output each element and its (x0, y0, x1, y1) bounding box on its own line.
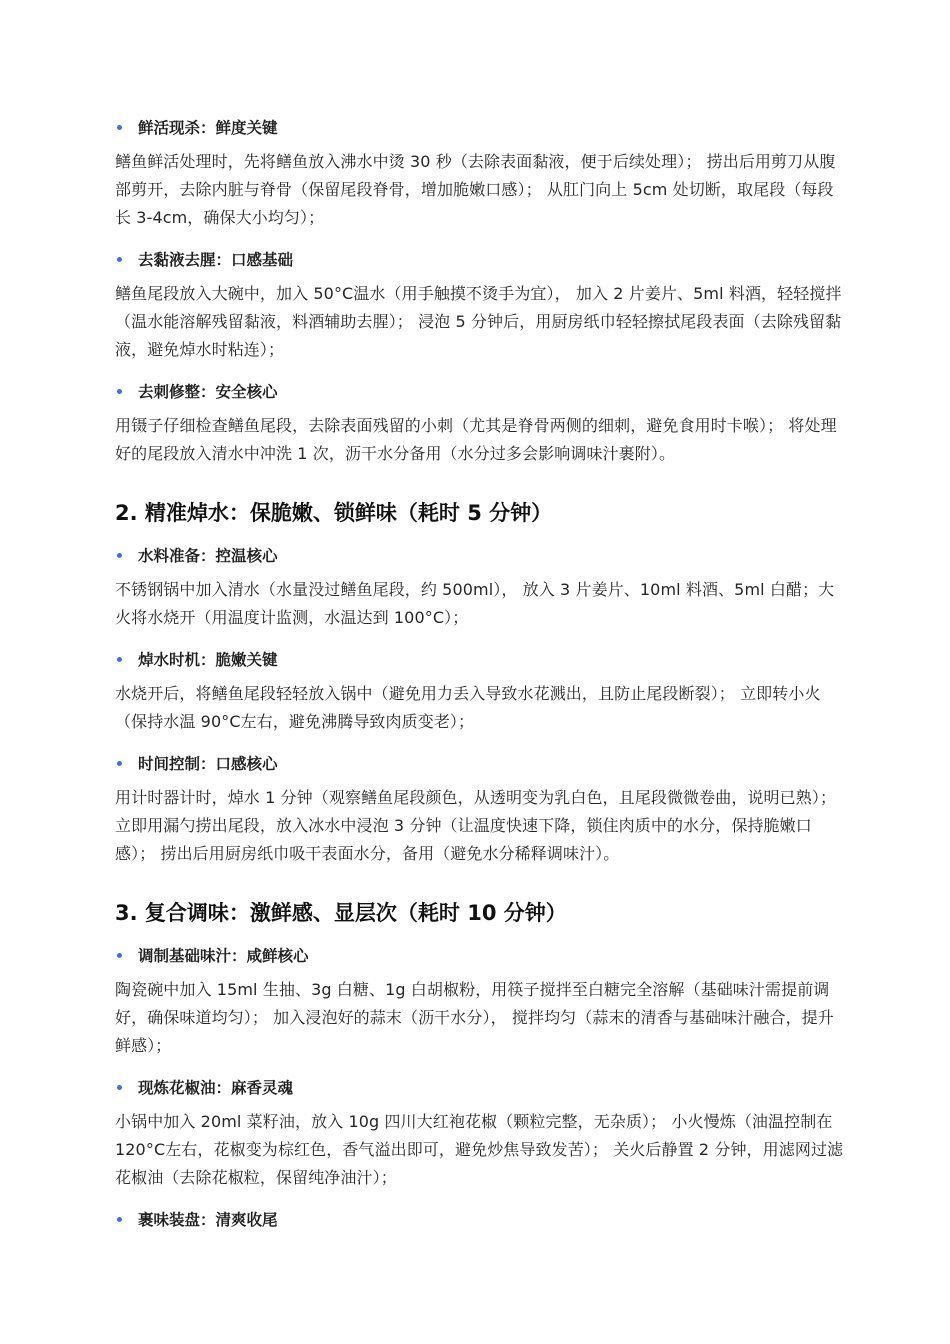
bullet-dot-icon (117, 953, 122, 958)
paragraph: 陶瓷碗中加入 15ml 生抽、3g 白糖、1g 白胡椒粉，用筷子搅拌至白糖完全溶解（基础味汁需提前调好，确保味道均匀）； 加入浸泡好的蒜末（沥干水分）， 搅拌均匀（蒜末的清香与基础味汁融合，提升鲜感）； (115, 980, 834, 1055)
paragraph: 鳝鱼尾段放入大碗中，加入 50°C温水（用手触摸不烫手为宜）， 加入 2 片姜片、5ml 料酒，轻轻搅拌（温水能溶解残留黏液，料酒辅助去腥）； 浸泡 5 分钟后，用厨房纸巾轻轻擦拭尾段表面（去除残留黏液，避免焯水时粘连）； (115, 284, 842, 359)
bullet-heading-text: 水料准备：控温核心 (138, 547, 278, 565)
bullet-heading (115, 748, 845, 778)
bullet-dot-icon (117, 389, 122, 394)
bullet-dot-icon (117, 125, 122, 130)
paragraph: 用计时器计时，焯水 1 分钟（观察鳝鱼尾段颜色，从透明变为乳白色，且尾段微微卷曲，说明已熟）； 立即用漏勺捞出尾段，放入冰水中浸泡 3 分钟（让温度快速下降，锁住肉质中的水分，保持脆嫩口感）； 捞出后用厨房纸巾吸干表面水分，备用（避免水分稀释调味汁）。 (115, 788, 837, 863)
bullet-heading (115, 244, 845, 274)
paragraph: 用镊子仔细检查鳝鱼尾段，去除表面残留的小刺（尤其是脊骨两侧的细刺，避免食用时卡喉）； 将处理好的尾段放入清水中冲洗 1 次，沥干水分备用（水分过多会影响调味汁裹附）。 (115, 416, 837, 463)
bullet-dot-icon (117, 761, 122, 766)
bullet-heading (115, 112, 845, 142)
bullet-heading (115, 1204, 845, 1234)
bullet-heading-text: 现炼花椒油：麻香灵魂 (138, 1079, 294, 1097)
bullet-dot-icon (117, 657, 122, 662)
bullet-heading (115, 644, 845, 674)
bullet-heading (115, 940, 845, 970)
paragraph: 鳝鱼鲜活处理时，先将鳝鱼放入沸水中烫 30 秒（去除表面黏液，便于后续处理）； 捞出后用剪刀从腹部剪开，去除内脏与脊骨（保留尾段脊骨，增加脆嫩口感）； 从肛门向上 5cm 处切断，取尾段（每段长 3-4cm，确保大小均匀）； (115, 152, 836, 227)
bullet-heading (115, 540, 845, 570)
paragraph: 不锈钢锅中加入清水（水量没过鳝鱼尾段，约 500ml）， 放入 3 片姜片、10ml 料酒、5ml 白醋；大火将水烧开（用温度计监测，水温达到 100°C）； (115, 580, 835, 627)
paragraph: 小锅中加入 20ml 菜籽油，放入 10g 四川大红袍花椒（颗粒完整，无杂质）； 小火慢炼（油温控制在 120°C左右，花椒变为棕红色，香气溢出即可，避免炒焦导致发苦）； 关火后静置 2 分钟，用滤网过滤花椒油（去除花椒粒，保留纯净油汁）； (115, 1112, 844, 1187)
bullet-heading-text: 焯水时机：脆嫩关键 (138, 651, 278, 669)
bullet-heading (115, 376, 845, 406)
bullet-heading-text: 去黏液去腥：口感基础 (138, 251, 294, 269)
bullet-dot-icon (117, 553, 122, 558)
section-heading: 2. 精准焯水：保脆嫩、锁鲜味（耗时 5 分钟） (115, 501, 553, 525)
bullet-dot-icon (117, 1085, 122, 1090)
bullet-heading (115, 1072, 845, 1102)
paragraph: 水烧开后，将鳝鱼尾段轻轻放入锅中（避免用力丢入导致水花溅出，且防止尾段断裂）； 立即转小火（保持水温 90°C左右，避免沸腾导致肉质变老）； (115, 684, 821, 731)
bullet-dot-icon (117, 257, 122, 262)
bullet-dot-icon (117, 1217, 122, 1222)
bullet-heading-text: 调制基础味汁：咸鲜核心 (138, 947, 309, 965)
bullet-heading-text: 去刺修整：安全核心 (138, 383, 278, 401)
bullet-heading-text: 时间控制：口感核心 (138, 755, 278, 773)
section-heading: 3. 复合调味：激鲜感、显层次（耗时 10 分钟） (115, 901, 567, 925)
bullet-heading-text: 裹味装盘：清爽收尾 (138, 1211, 278, 1229)
bullet-heading-text: 鲜活现杀：鲜度关键 (138, 119, 278, 137)
document-content (115, 112, 845, 1240)
